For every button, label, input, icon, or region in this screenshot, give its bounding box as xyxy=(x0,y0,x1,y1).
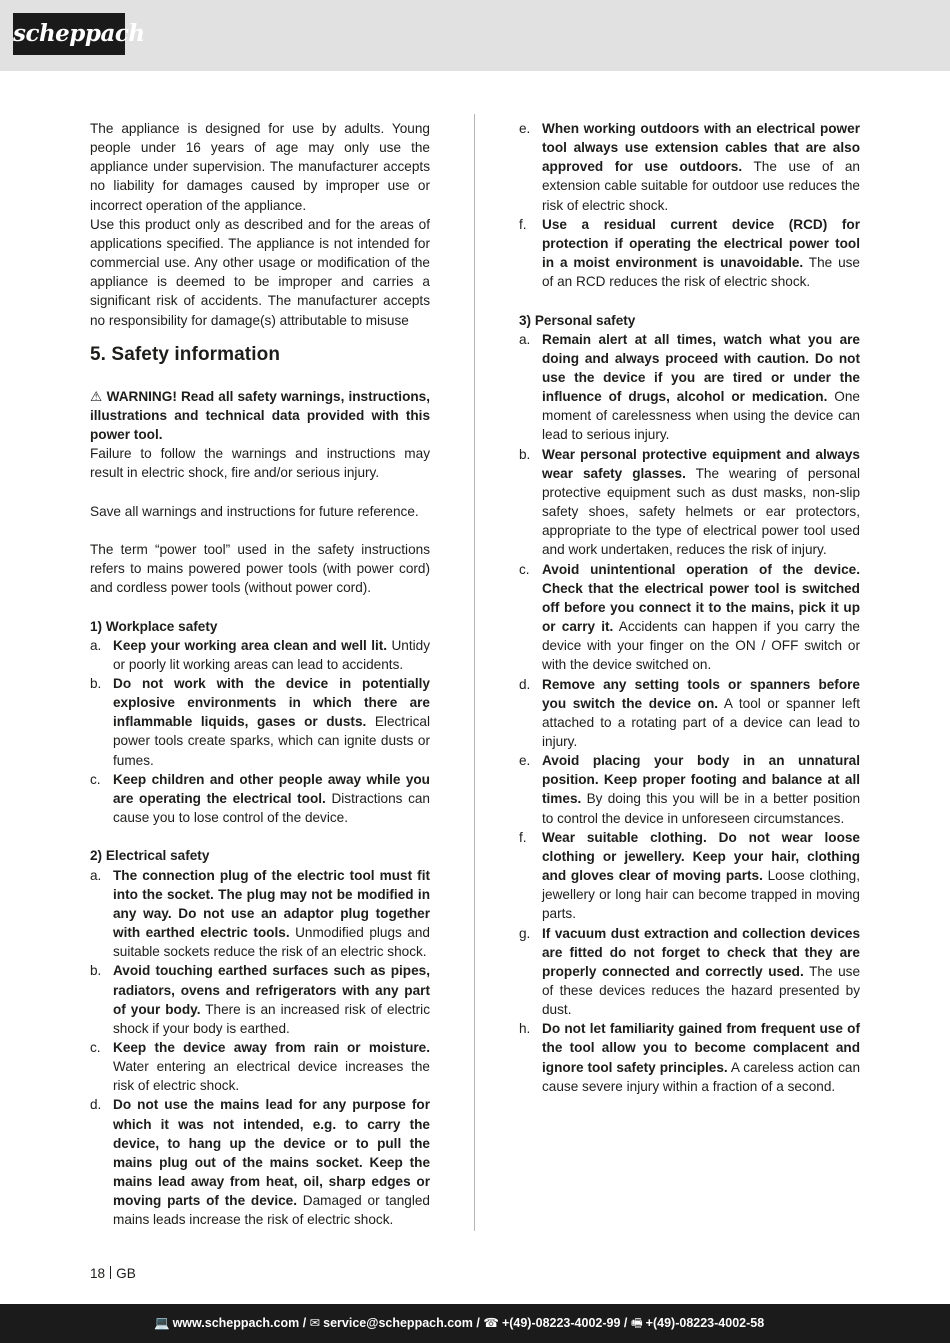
fax-icon: 🖷 xyxy=(630,1316,643,1330)
usage-paragraph: Use this product only as described and for the areas of applications specified. The appliance is not intended for commercial use. Any other usage or modification of the appliance is deemed to be improper and carries a significant risk of accidents. The manufacturer accepts no responsibility for damage(s) attributable to misuse xyxy=(90,216,430,328)
computer-icon: 💻 xyxy=(154,1316,170,1330)
list-item: b. Do not work with the device in potentially explosive environments in which there are inflammable liquids, gases or dusts. Electrical power tools create sparks, which can ignite dusts or fumes. xyxy=(90,676,430,768)
power-tool-term: The term “power tool” used in the safety instructions refers to mains powered power tools (with power cord) and cordless power tools (without power cord). xyxy=(90,541,430,596)
list-item: d. Remove any setting tools or spanners before you switch the device on. A tool or spanner left attached to a rotating part of a device can lead to injury. xyxy=(519,676,861,749)
save-instructions: Save all warnings and instructions for future reference. xyxy=(90,503,419,519)
list-item: c. Avoid unintentional operation of the device. Check that the electrical power tool is switched off before you connect it to the mains, pick it up or carry it. Accidents can happen if you carry the device with your finger on the ON / OFF switch or with the device switched on. xyxy=(519,561,860,673)
list-item: b. Wear personal protective equipment and always wear safety glasses. The wearing of personal protective equipment such as dust masks, non-slip safety shoes, safety helmets or ear protectors, appropriate to the type of electrical power tool used and work undertaken, reduces the risk of injury. xyxy=(519,446,860,558)
fax-number: +(49)-08223-4002-58 xyxy=(645,1316,765,1330)
list-item: a. Keep your working area clean and well lit. Untidy or poorly lit working areas can lead to accidents. xyxy=(90,637,430,672)
list-item: e. When working outdoors with an electrical power tool always use extension cables that are also approved for use outdoors. The use of an extension cable suitable for outdoor use reduces the risk of electric shock. xyxy=(519,121,860,213)
personal-safety-title: 3) Personal safety xyxy=(519,312,636,328)
list-item: g. If vacuum dust extraction and collection devices are fitted do not forget to check that they are properly connected and correctly used. The use of these devices reduces the hazard presented by dust. xyxy=(519,925,861,1018)
list-item: f. Wear suitable clothing. Do not wear loose clothing or jewellery. Keep your hair, clothing and gloves clear of moving parts. Loose clothing, jewellery or long hair can become trapped in moving parts. xyxy=(519,829,861,922)
email-link[interactable]: service@scheppach.com / xyxy=(323,1316,480,1330)
warning-bold-text: WARNING! Read all safety warnings, instructions, illustrations and technical data provided with this power tool. xyxy=(90,388,431,443)
phone-icon: ☎ xyxy=(483,1316,499,1330)
list-item: e. Avoid placing your body in an unnatural position. Keep proper footing and balance at all times. By doing this you will be in a better position to control the device in unforeseen circumstances. xyxy=(519,753,860,826)
list-item: c. Keep children and other people away while you are operating the electrical tool. Distractions can cause you to lose control of the device. xyxy=(90,771,430,826)
section-title: 5. Safety information xyxy=(90,343,281,365)
intro-paragraph: The appliance is designed for use by adults. Young people under 16 years of age may only use the appliance under supervision. The manufacturer accepts no liability for damages caused by improper use or incorrect operation of the appliance. xyxy=(90,121,430,213)
website-link[interactable]: www.scheppach.com / xyxy=(172,1316,307,1330)
electrical-safety-title: 2) Electrical safety xyxy=(90,848,210,864)
list-item: d. Do not use the mains lead for any purpose for which it was not intended, e.g. to carry the device, to hang up the device or to pull the mains plug out of the mains socket. Keep the mains lead away from heat, oil, sharp edges or moving parts of the device. Damaged or tangled mains leads increase the risk of electric shock. xyxy=(90,1097,430,1228)
warning-heading xyxy=(90,387,430,444)
column-divider xyxy=(474,114,475,1231)
warning-text: Failure to follow the warnings and instructions may result in electric shock, fire and/or serious injury. xyxy=(90,446,430,481)
list-item: h. Do not let familiarity gained from frequent use of the tool allow you to become complacent and ignore tool safety principles. A careless action can cause severe injury within a fraction of a second. xyxy=(519,1021,861,1094)
right-column xyxy=(519,119,860,1096)
mail-icon: ✉ xyxy=(309,1316,321,1330)
page-header xyxy=(0,0,950,71)
list-item: c. Keep the device away from rain or moisture. Water entering an electrical device increases the risk of electric shock. xyxy=(90,1039,430,1094)
list-item: a. Remain alert at all times, watch what you are doing and always proceed with caution. Do not use the device if you are tired or under the influence of drugs, alcohol or medication. One moment of carelessness when using the device can lead to serious injury. xyxy=(519,331,860,443)
list-item: f. Use a residual current device (RCD) for protection if operating the electrical power tool in a moist environment is unavoidable. The use of an RCD reduces the risk of electric shock. xyxy=(519,216,860,290)
warning-icon: ⚠ xyxy=(90,388,103,404)
list-item: a. The connection plug of the electric tool must fit into the socket. The plug may not be modified in any way. Do not use an adaptor plug together with earthed electric tools. Unmodified plugs and suitable sockets reduce the risk of an electric shock. xyxy=(90,867,430,960)
left-column xyxy=(90,119,430,1230)
page-footer xyxy=(0,1304,950,1343)
phone-number: +(49)-08223-4002-99 / xyxy=(501,1316,628,1330)
workplace-safety-title: 1) Workplace safety xyxy=(90,618,218,634)
page-number: 18 GB xyxy=(90,1266,136,1281)
scheppach-logo: scheppach xyxy=(13,13,125,55)
list-item: b. Avoid touching earthed surfaces such as pipes, radiators, ovens and refrigerators with any part of your body. There is an increased risk of electric shock if your body is earthed. xyxy=(90,963,430,1036)
